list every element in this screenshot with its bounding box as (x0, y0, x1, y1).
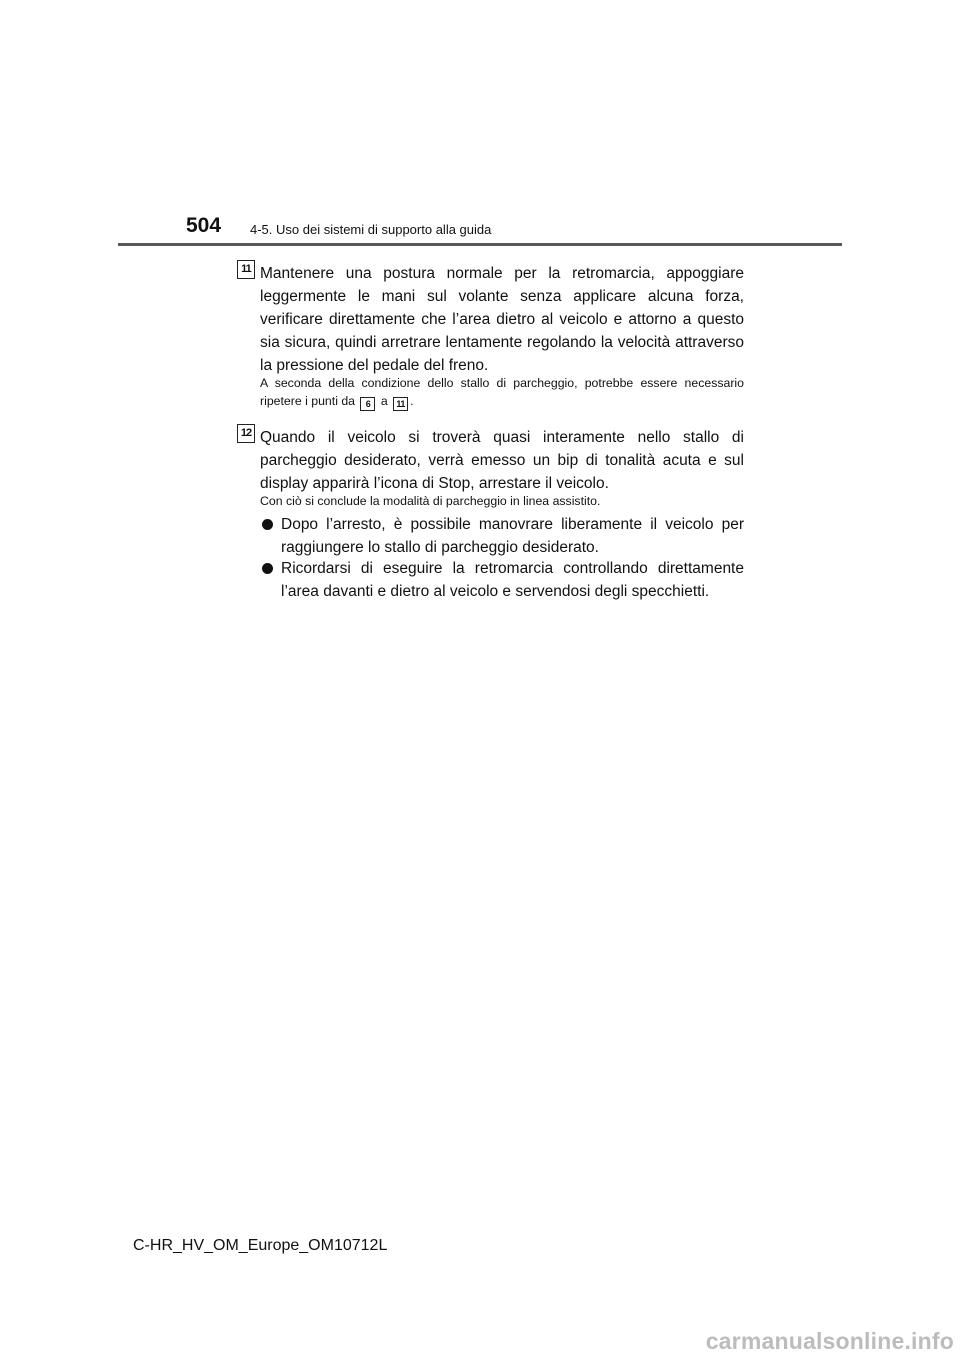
bullet-icon (262, 519, 273, 530)
step-reference-badge: 11 (393, 397, 408, 411)
document-code: C-HR_HV_OM_Europe_OM10712L (133, 1237, 388, 1254)
header-divider (118, 243, 842, 246)
step-instruction: Quando il veicolo si troverà quasi interamente nello stallo di parcheggio desiderato, verrà emesso un bip di tonalità acuta e sul display apparirà l’icona di Stop, arrestare il veicolo. (260, 429, 744, 492)
step-note (260, 374, 744, 411)
step-note: Con ciò si conclude la modalità di parcheggio in linea assistito. (260, 494, 601, 508)
bullet-text: Ricordarsi di eseguire la retromarcia controllando direttamente l’area davanti e dietro al veicolo e servendosi degli specchietti. (281, 560, 744, 600)
list-item (262, 513, 744, 559)
watermark: carmanualsonline.info (705, 1328, 954, 1354)
note-text: A seconda della condizione dello stallo di parcheggio, potrebbe essere necessario ripetere i punti da (260, 376, 744, 408)
list-item (262, 557, 744, 603)
note-text: . (410, 394, 414, 408)
step-number-badge: 11 (237, 260, 255, 279)
section-title: 4-5. Uso dei sistemi di supporto alla guida (250, 222, 492, 237)
bullet-icon (262, 563, 273, 574)
step-reference-badge: 6 (360, 397, 375, 411)
note-text: a (380, 394, 388, 408)
page-number: 504 (186, 214, 222, 237)
bullet-text: Dopo l’arresto, è possibile manovrare liberamente il veicolo per raggiungere lo stallo di parcheggio desiderato. (281, 516, 744, 556)
step-number-badge: 12 (237, 424, 255, 443)
step-instruction: Mantenere una postura normale per la retromarcia, appoggiare leggermente le mani sul volante senza applicare alcuna forza, verificare direttamente che l’area dietro al veicolo e attorno a questo sia sicura, quindi arretrare lentamente regolando la velocità attraverso la pressione del pedale del freno. (260, 265, 744, 374)
